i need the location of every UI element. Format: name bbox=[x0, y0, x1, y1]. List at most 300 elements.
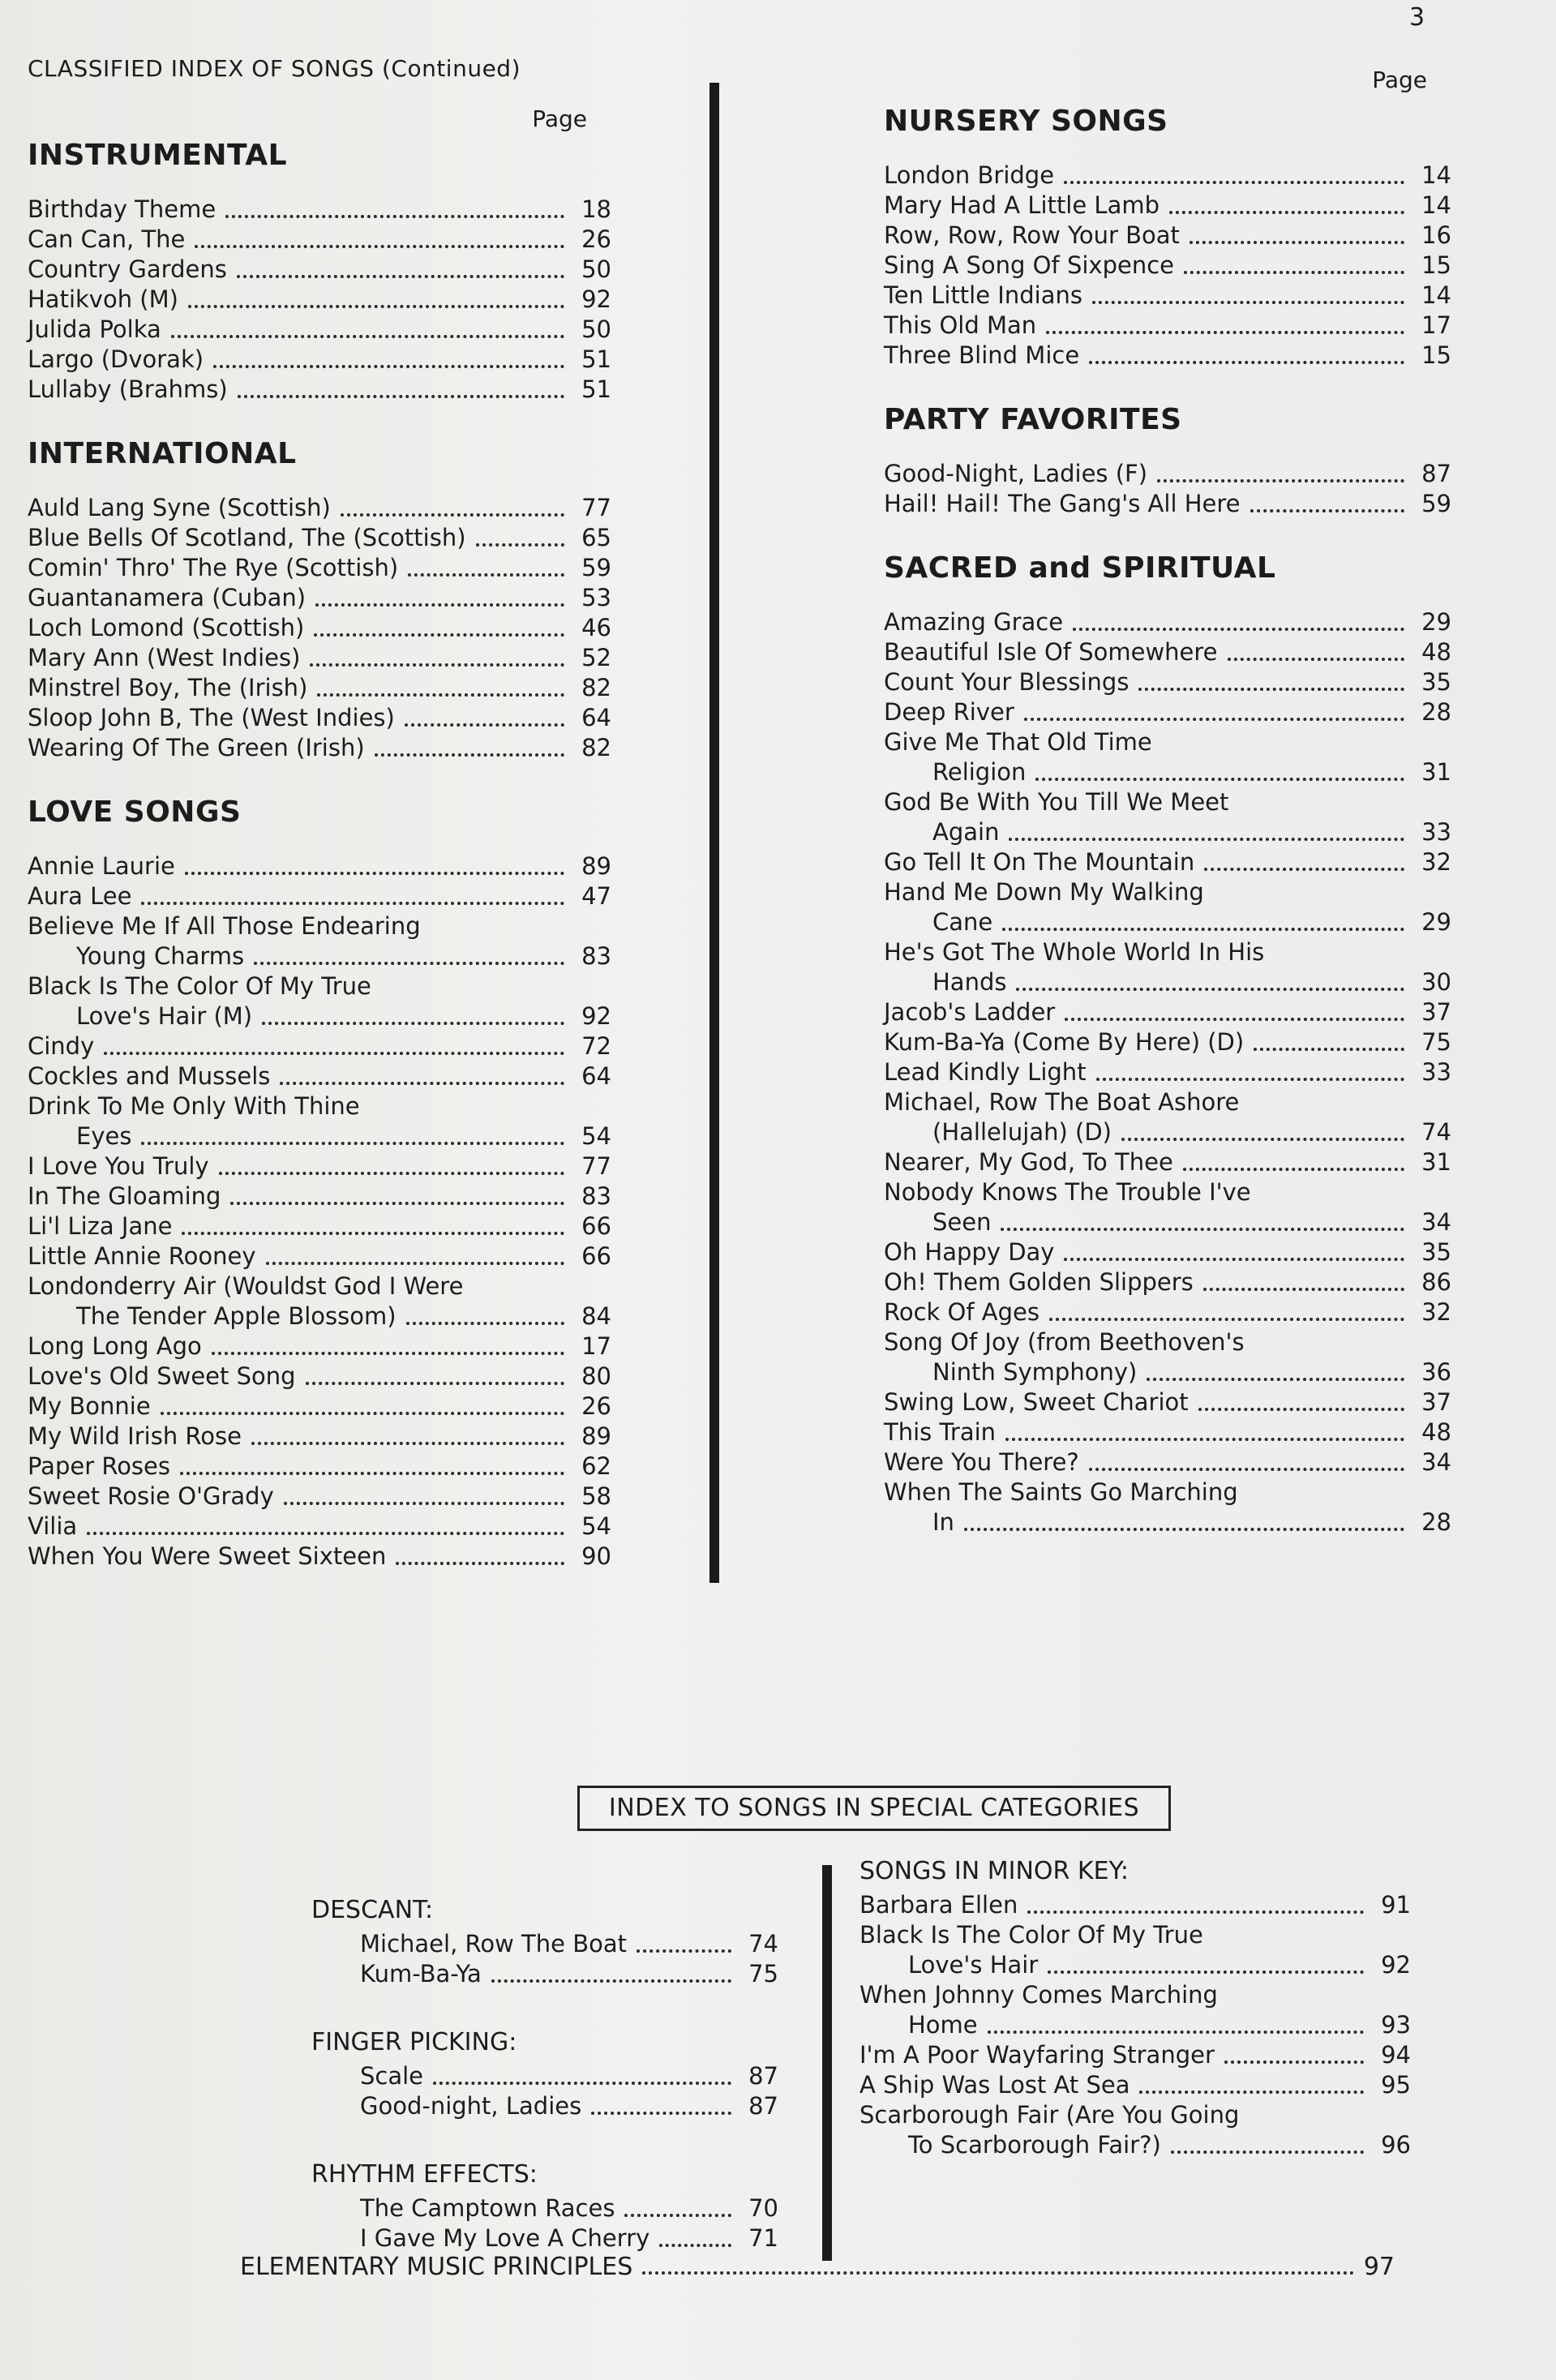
entry-page: 31 bbox=[1421, 1148, 1451, 1176]
entry-page: 35 bbox=[1421, 668, 1451, 696]
leader-dots bbox=[171, 335, 564, 338]
leader-dots bbox=[1224, 2061, 1364, 2064]
index-entry bbox=[28, 1031, 611, 1061]
entry-title: The Camptown Races bbox=[360, 2194, 615, 2222]
entry-page: 87 bbox=[748, 2092, 778, 2120]
special-categories-title: INDEX TO SONGS IN SPECIAL CATEGORIES bbox=[577, 1786, 1171, 1831]
special-category-title: RHYTHM EFFECTS: bbox=[311, 2160, 538, 2189]
entry-title-line: Give Me That Old Time bbox=[884, 728, 1152, 756]
leader-dots bbox=[284, 1502, 564, 1505]
entry-title-continued: Home bbox=[908, 2011, 978, 2039]
entry-page: 75 bbox=[748, 1960, 778, 1988]
leader-dots bbox=[1073, 628, 1404, 631]
entry-title-continued: Religion bbox=[932, 758, 1027, 786]
section-title: SACRED and SPIRITUAL bbox=[884, 551, 1276, 585]
leader-dots bbox=[1089, 361, 1404, 364]
index-entry bbox=[884, 459, 1451, 489]
index-entry bbox=[859, 1890, 1411, 1920]
leader-dots bbox=[1171, 2151, 1364, 2154]
entry-page: 17 bbox=[581, 1332, 611, 1360]
entry-page: 59 bbox=[581, 554, 611, 581]
right-sections bbox=[884, 105, 1451, 1537]
entry-title: Paper Roses bbox=[28, 1452, 170, 1480]
entry-title: Aura Lee bbox=[28, 882, 132, 910]
leader-dots bbox=[659, 2244, 731, 2247]
page-column-label: Page bbox=[532, 105, 587, 132]
index-section bbox=[28, 795, 611, 1572]
index-entry bbox=[859, 2130, 1411, 2160]
entry-title-continued: Again bbox=[932, 818, 1000, 846]
entry-title: Lullaby (Brahms) bbox=[28, 375, 228, 403]
entry-page: 65 bbox=[581, 524, 611, 551]
leader-dots bbox=[1064, 1258, 1404, 1261]
entry-title: Auld Lang Syne (Scottish) bbox=[28, 494, 331, 521]
index-entry bbox=[28, 1061, 611, 1091]
index-entry bbox=[311, 2091, 778, 2121]
leader-dots bbox=[375, 753, 564, 757]
leader-dots bbox=[213, 365, 564, 368]
special-left-column bbox=[311, 1896, 778, 2292]
entry-title: Kum-Ba-Ya bbox=[360, 1960, 482, 1988]
leader-dots bbox=[180, 1472, 564, 1475]
leader-dots bbox=[230, 1202, 564, 1205]
entry-page: 74 bbox=[1421, 1118, 1451, 1146]
leader-dots bbox=[1092, 301, 1404, 304]
index-section bbox=[884, 105, 1451, 371]
index-entry bbox=[28, 673, 611, 703]
entry-title-line: Scarborough Fair (Are You Going bbox=[859, 2101, 1240, 2129]
leader-dots bbox=[1024, 718, 1404, 721]
leader-dots bbox=[988, 2031, 1364, 2034]
index-entry bbox=[28, 1181, 611, 1211]
leader-dots bbox=[1121, 1138, 1404, 1141]
entry-page: 89 bbox=[581, 852, 611, 880]
leader-dots bbox=[1035, 778, 1404, 781]
entry-page: 64 bbox=[581, 1062, 611, 1090]
entry-page: 15 bbox=[1421, 251, 1451, 279]
entry-page: 92 bbox=[581, 1002, 611, 1030]
entry-page: 32 bbox=[1421, 848, 1451, 876]
entry-title: Vilia bbox=[28, 1512, 78, 1540]
entry-page: 86 bbox=[1421, 1268, 1451, 1296]
index-entry bbox=[28, 1151, 611, 1181]
index-section bbox=[884, 403, 1451, 519]
section-title: INSTRUMENTAL bbox=[28, 139, 288, 172]
entry-title-line: Nobody Knows The Trouble I've bbox=[884, 1178, 1251, 1206]
entry-page: 92 bbox=[581, 285, 611, 313]
entry-title-line: Believe Me If All Those Endearing bbox=[28, 912, 421, 940]
entry-title-line: Black Is The Color Of My True bbox=[859, 1921, 1203, 1949]
index-entry bbox=[28, 195, 611, 225]
entry-page: 75 bbox=[1421, 1028, 1451, 1056]
leader-dots bbox=[408, 573, 564, 577]
leader-dots bbox=[280, 1082, 564, 1085]
index-entry bbox=[884, 1207, 1451, 1237]
entry-page: 66 bbox=[581, 1212, 611, 1240]
leader-dots bbox=[1198, 1408, 1404, 1411]
entry-page: 90 bbox=[581, 1542, 611, 1570]
leader-dots bbox=[1046, 331, 1404, 334]
entry-page: 51 bbox=[581, 375, 611, 403]
index-entry bbox=[884, 221, 1451, 251]
entry-title-line: Hand Me Down My Walking bbox=[884, 878, 1204, 906]
index-entry bbox=[28, 941, 611, 971]
index-entry bbox=[28, 1512, 611, 1542]
index-entry bbox=[28, 225, 611, 255]
index-entry bbox=[884, 907, 1451, 937]
entry-title: Good-Night, Ladies (F) bbox=[884, 460, 1148, 487]
entry-page: 96 bbox=[1381, 2131, 1411, 2159]
entry-title-continued: Hands bbox=[932, 968, 1007, 996]
index-entry bbox=[884, 1387, 1451, 1417]
leader-dots bbox=[1064, 181, 1404, 184]
leader-dots bbox=[1184, 271, 1404, 274]
leader-dots bbox=[314, 633, 564, 637]
index-entry bbox=[884, 1117, 1451, 1147]
entry-title: Annie Laurie bbox=[28, 852, 175, 880]
entry-title: Li'l Liza Jane bbox=[28, 1212, 173, 1240]
entry-page: 71 bbox=[748, 2224, 778, 2252]
index-entry bbox=[884, 489, 1451, 519]
index-entry bbox=[884, 1447, 1451, 1477]
leader-dots bbox=[266, 1262, 564, 1265]
leader-dots bbox=[637, 1949, 731, 1953]
leader-dots bbox=[1009, 838, 1404, 841]
leader-dots bbox=[1203, 1288, 1404, 1291]
index-entry bbox=[28, 1332, 611, 1362]
index-entry bbox=[28, 881, 611, 911]
entry-page: 64 bbox=[581, 704, 611, 731]
index-entry bbox=[28, 1001, 611, 1031]
index-entry bbox=[28, 1542, 611, 1572]
index-entry bbox=[884, 847, 1451, 877]
entry-title: Can Can, The bbox=[28, 225, 186, 253]
entry-page: 31 bbox=[1421, 758, 1451, 786]
entry-page: 94 bbox=[1381, 2041, 1411, 2069]
entry-page: 54 bbox=[581, 1512, 611, 1540]
index-entry bbox=[884, 817, 1451, 847]
index-entry bbox=[884, 1237, 1451, 1267]
index-entry bbox=[28, 1121, 611, 1151]
entry-title-line: Drink To Me Only With Thine bbox=[28, 1092, 360, 1120]
index-entry bbox=[28, 1241, 611, 1271]
entry-title-continued: In bbox=[932, 1508, 954, 1536]
index-entry bbox=[884, 1057, 1451, 1087]
entry-title: Sweet Rosie O'Grady bbox=[28, 1482, 274, 1510]
entry-page: 50 bbox=[581, 315, 611, 343]
special-category bbox=[311, 2160, 778, 2253]
entry-title: Comin' Thro' The Rye (Scottish) bbox=[28, 554, 399, 581]
entry-page: 48 bbox=[1421, 638, 1451, 666]
index-entry bbox=[884, 191, 1451, 221]
leader-dots bbox=[219, 1172, 564, 1175]
leader-dots bbox=[1048, 1970, 1364, 1974]
minor-key-entries bbox=[859, 1890, 1411, 2160]
entry-title: Cindy bbox=[28, 1032, 95, 1060]
leader-dots bbox=[1089, 1468, 1404, 1471]
index-entry bbox=[884, 1027, 1451, 1057]
leader-dots bbox=[642, 2271, 1354, 2275]
entry-title-continued: Love's Hair (M) bbox=[76, 1002, 253, 1030]
leader-dots bbox=[476, 543, 564, 547]
entry-title-line: God Be With You Till We Meet bbox=[884, 788, 1229, 816]
entry-page: 70 bbox=[748, 2194, 778, 2222]
index-entry bbox=[28, 1452, 611, 1482]
entry-title-line: Song Of Joy (from Beethoven's bbox=[884, 1328, 1245, 1356]
index-entry bbox=[311, 2193, 778, 2223]
special-category-title: FINGER PICKING: bbox=[311, 2028, 517, 2056]
entry-page: 84 bbox=[581, 1302, 611, 1330]
entry-title: Were You There? bbox=[884, 1448, 1079, 1476]
leader-dots bbox=[141, 1142, 564, 1145]
special-right-column bbox=[859, 1857, 1411, 2160]
entry-title: Hatikvoh (M) bbox=[28, 285, 178, 313]
entry-title: Nearer, My God, To Thee bbox=[884, 1148, 1173, 1176]
entry-page: 87 bbox=[1421, 460, 1451, 487]
entry-page: 82 bbox=[581, 734, 611, 761]
entry-title: Ten Little Indians bbox=[884, 281, 1082, 309]
entry-title: Three Blind Mice bbox=[884, 341, 1080, 369]
entry-title-line: Michael, Row The Boat Ashore bbox=[884, 1088, 1240, 1116]
entry-title: Oh Happy Day bbox=[884, 1238, 1055, 1266]
entry-title: I Love You Truly bbox=[28, 1152, 209, 1180]
entry-title: My Bonnie bbox=[28, 1392, 151, 1420]
leader-dots bbox=[1001, 1228, 1404, 1231]
entry-page: 52 bbox=[581, 644, 611, 671]
entry-title-line: Londonderry Air (Wouldst God I Were bbox=[28, 1272, 464, 1300]
index-entry bbox=[884, 967, 1451, 997]
index-entry bbox=[884, 667, 1451, 697]
section-title: INTERNATIONAL bbox=[28, 437, 297, 470]
entry-page: 37 bbox=[1421, 1388, 1451, 1416]
entry-title: Beautiful Isle Of Somewhere bbox=[884, 638, 1218, 666]
entry-page: 58 bbox=[581, 1482, 611, 1510]
entry-title: Mary Ann (West Indies) bbox=[28, 644, 301, 671]
section-title: NURSERY SONGS bbox=[884, 105, 1168, 138]
special-category bbox=[311, 2028, 778, 2121]
leader-dots bbox=[1204, 868, 1404, 871]
leader-dots bbox=[433, 2082, 731, 2085]
section-title: LOVE SONGS bbox=[28, 795, 242, 829]
index-entry bbox=[28, 1301, 611, 1332]
leader-dots bbox=[1002, 928, 1404, 931]
index-entry bbox=[28, 643, 611, 673]
index-entry bbox=[884, 757, 1451, 787]
column-divider bbox=[709, 83, 719, 1583]
section-title: PARTY FAVORITES bbox=[884, 403, 1182, 436]
entry-title: Count Your Blessings bbox=[884, 668, 1129, 696]
index-entry bbox=[884, 251, 1451, 281]
elementary-principles-entry bbox=[240, 2253, 1395, 2281]
index-entry bbox=[28, 583, 611, 613]
leader-dots bbox=[182, 1232, 564, 1235]
index-entry bbox=[859, 2010, 1411, 2040]
entry-title-line: When The Saints Go Marching bbox=[884, 1478, 1238, 1506]
entry-title: London Bridge bbox=[884, 161, 1055, 189]
entry-title-continued: Love's Hair bbox=[908, 1951, 1039, 1979]
leader-dots bbox=[306, 1382, 564, 1385]
leader-dots bbox=[1169, 211, 1404, 214]
entry-title: Mary Had A Little Lamb bbox=[884, 191, 1160, 219]
leader-dots bbox=[1157, 479, 1404, 482]
special-category-title: DESCANT: bbox=[311, 1896, 434, 1924]
leader-dots bbox=[591, 2112, 731, 2115]
entry-page: 30 bbox=[1421, 968, 1451, 996]
index-entry bbox=[884, 161, 1451, 191]
left-column bbox=[28, 105, 611, 1604]
leader-dots bbox=[317, 693, 564, 697]
leader-dots bbox=[195, 245, 564, 248]
index-entry bbox=[28, 255, 611, 285]
leader-dots bbox=[491, 1979, 731, 1983]
entry-page: 28 bbox=[1421, 698, 1451, 726]
entry-title: Row, Row, Row Your Boat bbox=[884, 221, 1180, 249]
entry-page: 33 bbox=[1421, 1058, 1451, 1086]
index-entry bbox=[28, 553, 611, 583]
leader-dots bbox=[185, 872, 564, 875]
leader-dots bbox=[1027, 1910, 1364, 1914]
entry-page: 95 bbox=[1381, 2071, 1411, 2099]
entry-page: 51 bbox=[581, 345, 611, 373]
leader-dots bbox=[310, 663, 564, 667]
entry-page: 14 bbox=[1421, 161, 1451, 189]
entry-title-continued: (Hallelujah) (D) bbox=[932, 1118, 1112, 1146]
entry-title: Amazing Grace bbox=[884, 608, 1064, 636]
entry-page: 17 bbox=[1421, 311, 1451, 339]
entry-title: Sing A Song Of Sixpence bbox=[884, 251, 1174, 279]
index-entry bbox=[311, 1959, 778, 1989]
entry-title: Long Long Ago bbox=[28, 1332, 202, 1360]
leader-dots bbox=[1065, 1018, 1404, 1021]
entry-page: 77 bbox=[581, 1152, 611, 1180]
index-section bbox=[884, 551, 1451, 1537]
entry-page: 91 bbox=[1381, 1891, 1411, 1919]
entry-title: A Ship Was Lost At Sea bbox=[859, 2071, 1130, 2099]
entry-title: Barbara Ellen bbox=[859, 1891, 1018, 1919]
entry-page: 26 bbox=[581, 225, 611, 253]
entry-title: Little Annie Rooney bbox=[28, 1242, 256, 1270]
entry-page: 33 bbox=[1421, 818, 1451, 846]
index-entry bbox=[28, 1482, 611, 1512]
index-entry bbox=[884, 1357, 1451, 1387]
index-entry bbox=[28, 1362, 611, 1392]
index-entry bbox=[884, 1507, 1451, 1537]
leader-dots bbox=[396, 1562, 564, 1565]
entry-page: 82 bbox=[581, 674, 611, 701]
leader-dots bbox=[1049, 1318, 1404, 1321]
index-entry bbox=[28, 285, 611, 315]
right-column bbox=[884, 66, 1451, 1570]
entry-title: Kum-Ba-Ya (Come By Here) (D) bbox=[884, 1028, 1245, 1056]
leader-dots bbox=[161, 1412, 564, 1415]
entry-page: 46 bbox=[581, 614, 611, 641]
entry-page: 36 bbox=[1421, 1358, 1451, 1386]
leader-dots bbox=[624, 2214, 731, 2217]
entry-page: 29 bbox=[1421, 908, 1451, 936]
index-entry bbox=[884, 281, 1451, 311]
entry-title-continued: Ninth Symphony) bbox=[932, 1358, 1138, 1386]
leader-dots bbox=[405, 723, 564, 727]
entry-title: Go Tell It On The Mountain bbox=[884, 848, 1195, 876]
entry-page: 34 bbox=[1421, 1208, 1451, 1236]
index-entry bbox=[28, 703, 611, 733]
entry-title: Minstrel Boy, The (Irish) bbox=[28, 674, 308, 701]
leader-dots bbox=[315, 603, 564, 607]
leader-dots bbox=[104, 1052, 564, 1055]
special-category bbox=[311, 1896, 778, 1989]
entry-title: Good-night, Ladies bbox=[360, 2092, 582, 2120]
index-entry bbox=[311, 1929, 778, 1959]
index-entry bbox=[884, 997, 1451, 1027]
entry-page: 35 bbox=[1421, 1238, 1451, 1266]
entry-page: 47 bbox=[581, 882, 611, 910]
entry-title-line: He's Got The Whole World In His bbox=[884, 938, 1265, 966]
index-entry bbox=[311, 2061, 778, 2091]
index-entry bbox=[884, 1297, 1451, 1327]
leader-dots bbox=[237, 275, 564, 278]
index-entry bbox=[28, 851, 611, 881]
index-section bbox=[28, 437, 611, 763]
entry-page: 32 bbox=[1421, 1298, 1451, 1326]
leader-dots bbox=[1250, 509, 1404, 512]
index-entry bbox=[28, 613, 611, 643]
index-entry bbox=[28, 1392, 611, 1422]
entry-page: 59 bbox=[1421, 490, 1451, 517]
leader-dots bbox=[254, 962, 564, 965]
entry-page: 93 bbox=[1381, 2011, 1411, 2039]
entry-title: Cockles and Mussels bbox=[28, 1062, 271, 1090]
index-entry bbox=[28, 1211, 611, 1241]
entry-page: 26 bbox=[581, 1392, 611, 1420]
entry-page: 16 bbox=[1421, 221, 1451, 249]
index-entry bbox=[884, 341, 1451, 371]
leader-dots bbox=[225, 215, 564, 218]
leader-dots bbox=[1147, 1378, 1404, 1381]
page-number: 3 bbox=[1409, 3, 1425, 32]
index-section bbox=[28, 139, 611, 405]
leader-dots bbox=[341, 513, 564, 517]
entry-title: Deep River bbox=[884, 698, 1014, 726]
entry-page: 14 bbox=[1421, 281, 1451, 309]
entry-page: 37 bbox=[1421, 998, 1451, 1026]
entry-title: Rock Of Ages bbox=[884, 1298, 1039, 1326]
entry-page: 50 bbox=[581, 255, 611, 283]
left-sections bbox=[28, 139, 611, 1572]
index-entry bbox=[311, 2223, 778, 2253]
entry-page: 97 bbox=[1363, 2253, 1395, 2281]
index-entry bbox=[884, 1147, 1451, 1177]
index-entry bbox=[28, 345, 611, 375]
index-entry bbox=[884, 1267, 1451, 1297]
entry-title: Wearing Of The Green (Irish) bbox=[28, 734, 365, 761]
index-entry bbox=[884, 311, 1451, 341]
entry-title: Hail! Hail! The Gang's All Here bbox=[884, 490, 1241, 517]
running-head: CLASSIFIED INDEX OF SONGS (Continued) bbox=[28, 55, 521, 82]
entry-page: 89 bbox=[581, 1422, 611, 1450]
entry-title: Guantanamera (Cuban) bbox=[28, 584, 306, 611]
index-entry bbox=[28, 523, 611, 553]
entry-page: 18 bbox=[581, 195, 611, 223]
leader-dots bbox=[188, 305, 564, 308]
leader-dots bbox=[1139, 2091, 1364, 2094]
entry-title: Largo (Dvorak) bbox=[28, 345, 204, 373]
index-entry bbox=[884, 697, 1451, 727]
entry-title: This Train bbox=[884, 1418, 997, 1446]
index-entry bbox=[28, 493, 611, 523]
index-entry bbox=[859, 2070, 1411, 2100]
entry-title: Sloop John B, The (West Indies) bbox=[28, 704, 395, 731]
entry-title: Love's Old Sweet Song bbox=[28, 1362, 296, 1390]
